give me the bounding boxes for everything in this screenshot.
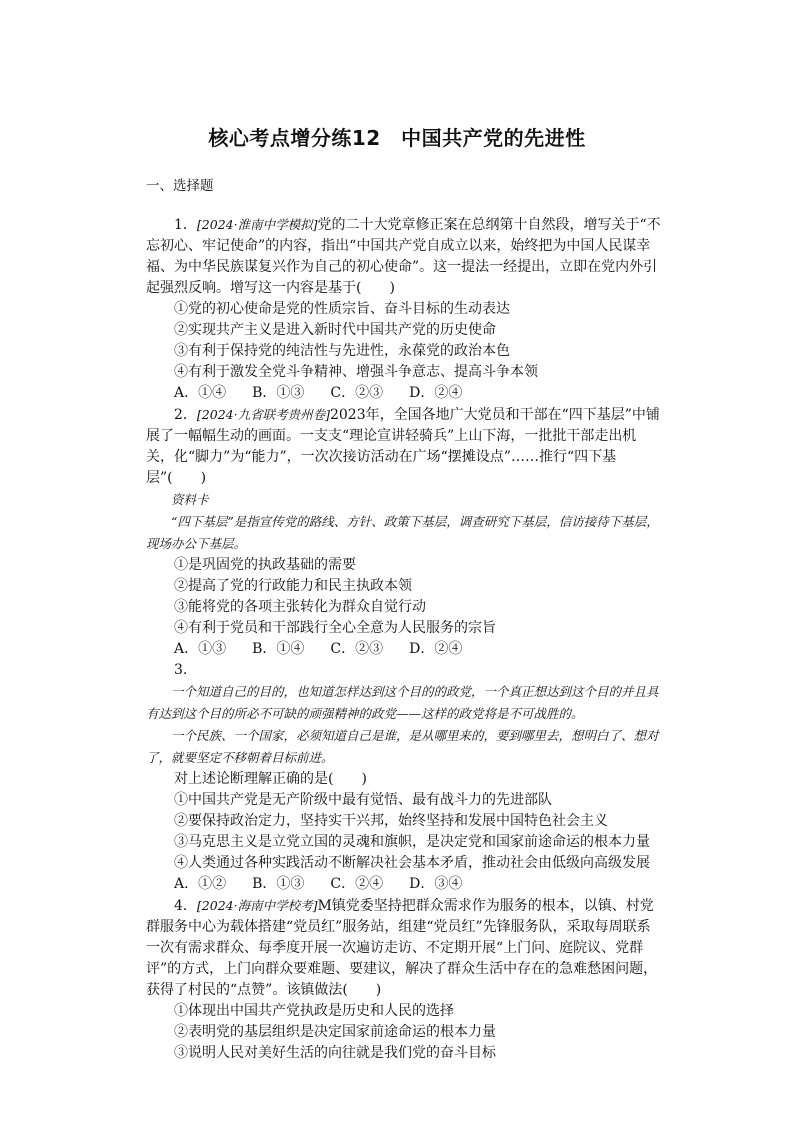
question-2-stem	[146, 404, 662, 489]
option-b: B．①③	[252, 876, 305, 892]
question-1-options	[146, 383, 662, 404]
question-4-number: 4．	[174, 898, 197, 914]
question-4-source: [2024·海南中学校考]	[196, 898, 318, 913]
info-card-title: 资料卡	[171, 492, 209, 507]
question-3-quote-2: 一个民族、一个国家，必须知道自己是谁，是从哪里来的，要到哪里去，想明白了、想对了，就要坚定不移朝着目标前进。	[146, 728, 659, 765]
question-4-item: ②表明党的基层组织是决定国家前途命运的根本力量	[174, 1024, 496, 1040]
question-3-item: ④人类通过各种实践活动不断解决社会基本矛盾，推动社会由低级向高级发展	[174, 855, 650, 871]
question-1-item: ①党的初心使命是党的性质宗旨、奋斗目标的生动表达	[174, 301, 510, 317]
question-1-text: 党的二十大党章修正案在总纲第十自然段，增写关于“不忘初心、牢记使命”的内容，指出“中国共产党自成立以来，始终把为中国人民谋幸福、为中华民族谋复兴作为自己的初心使命”。这一提法一经提出，立即在党内外引起强烈反响。增写这一内容是基于( )	[146, 217, 661, 296]
question-3-number: 3.	[174, 662, 188, 678]
question-2-item: ③能将党的各项主张转化为群众自觉行动	[174, 599, 426, 615]
page-title: 核心考点增分练12 中国共产党的先进性	[208, 126, 586, 150]
option-c: C．②④	[330, 876, 384, 892]
option-d: D．③④	[409, 876, 463, 892]
question-list	[146, 214, 662, 1064]
question-1-item: ④有利于激发全党斗争精神、增强斗争意志、提高斗争本领	[174, 364, 538, 380]
question-1-source: [2024·淮南中学模拟]	[196, 217, 318, 232]
question-1-item: ②实现共产主义是进入新时代中国共产党的历史使命	[174, 322, 496, 338]
option-d: D．②④	[409, 641, 463, 657]
question-3-item: ③马克思主义是立党立国的灵魂和旗帜，是决定党和国家前途命运的根本力量	[174, 834, 650, 850]
question-2-options	[146, 639, 662, 660]
option-b: B．①④	[252, 641, 305, 657]
section-heading: 一、选择题	[146, 178, 214, 194]
question-3-quote-1: 一个知道自己的目的，也知道怎样达到这个目的的政党，一个真正想达到这个目的并且具有达到这个目的所必不可缺的顽强精神的政党——这样的政党将是不可战胜的。	[146, 684, 659, 721]
question-2-item: ①是巩固党的执政基础的需要	[174, 557, 356, 573]
info-card-text: “四下基层”是指宣传党的路线、方针、政策下基层，调查研究下基层，信访接待下基层，现场办公下基层。	[146, 514, 659, 551]
question-4-item: ①体现出中国共产党执政是历史和人民的选择	[174, 1003, 454, 1019]
option-a: A．①③	[174, 641, 227, 657]
question-2-item: ②提高了党的行政能力和民主执政本领	[174, 578, 412, 594]
question-2-text: 2023年，全国各地广大党员和干部在“四下基层”中铺展了一幅幅生动的画面。一支支“理论宣讲轻骑兵”上山下海，一批批干部走出机关，化“脚力”为“能力”，一次次接访活动在广场“摆摊设点”……推行“四下基层”( )	[146, 407, 660, 486]
option-a: A．①②	[174, 876, 227, 892]
question-2-number: 2．	[174, 407, 197, 423]
question-1-number: 1．	[174, 217, 197, 233]
question-3-item: ②要保持政治定力，坚持实干兴邦，始终坚持和发展中国特色社会主义	[174, 813, 608, 829]
question-4-text: M镇党委坚持把群众需求作为服务的根本，以镇、村党群服务中心为载体搭建“党员红”服务站，组建“党员红”先锋服务队，采取每周联系一次有需求群众、每季度开展一次遍访走访、不定期开展“上门问、庭院议、党群评”的方式，上门向群众要难题、要建议，解决了群众生活中存在的急难愁困问题，获得了村民的“点赞”。该镇做法( )	[146, 898, 658, 998]
question-1-item: ③有利于保持党的纯洁性与先进性，永葆党的政治本色	[174, 343, 510, 359]
question-4-stem	[146, 895, 662, 1001]
question-2-source: [2024·九省联考贵州卷]	[196, 407, 330, 422]
question-3-options	[146, 874, 662, 895]
question-1-stem	[146, 214, 662, 299]
option-c: C．②③	[330, 641, 384, 657]
option-d: D．②④	[409, 385, 463, 401]
option-b: B．①③	[252, 385, 305, 401]
option-c: C．②③	[330, 385, 384, 401]
option-a: A．①④	[174, 385, 227, 401]
question-3-text: 对上述论断理解正确的是( )	[174, 771, 367, 787]
question-2-item: ④有利于党员和干部践行全心全意为人民服务的宗旨	[174, 620, 496, 636]
question-4-item: ③说明人民对美好生活的向往就是我们党的奋斗目标	[174, 1045, 496, 1061]
question-3-item: ①中国共产党是无产阶级中最有觉悟、最有战斗力的先进部队	[174, 792, 552, 808]
